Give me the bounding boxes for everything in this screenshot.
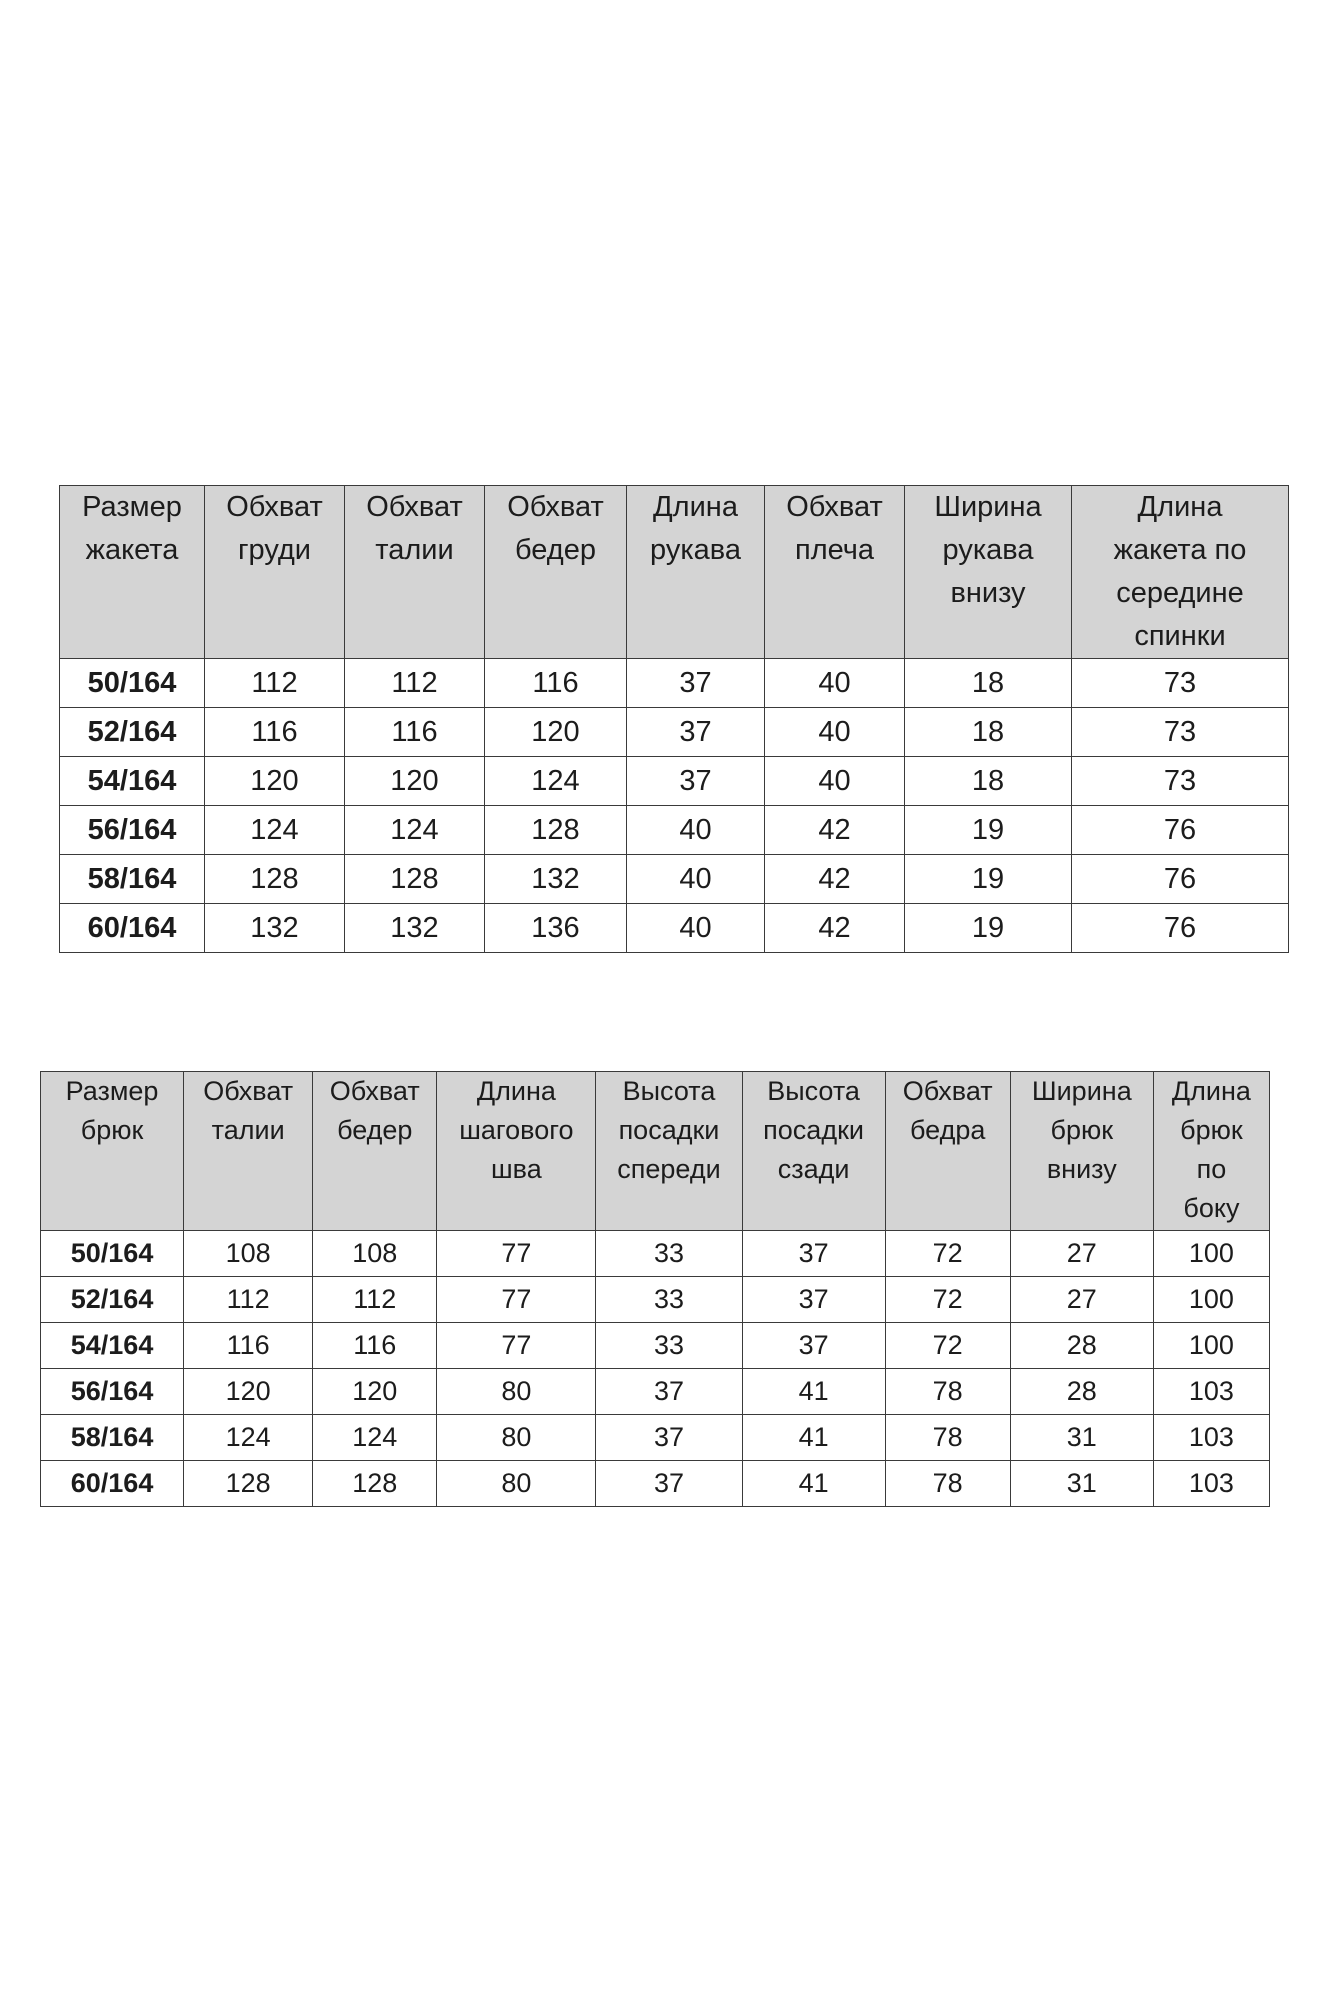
table-cell: 78 xyxy=(885,1415,1010,1461)
table-cell: 120 xyxy=(184,1369,313,1415)
header-cell: Обхват бедер xyxy=(313,1072,437,1231)
header-cell: Обхват талии xyxy=(345,486,485,659)
header-cell: Длина рукава xyxy=(627,486,765,659)
table-cell: 42 xyxy=(765,904,905,953)
header-cell: Ширина рукава внизу xyxy=(905,486,1072,659)
table-cell: 18 xyxy=(905,708,1072,757)
table-cell: 73 xyxy=(1072,708,1289,757)
table-cell: 132 xyxy=(485,855,627,904)
table-cell: 100 xyxy=(1153,1277,1269,1323)
table-cell: 108 xyxy=(184,1231,313,1277)
table-cell: 56/164 xyxy=(41,1369,184,1415)
table-cell: 60/164 xyxy=(41,1461,184,1507)
table-cell: 37 xyxy=(627,708,765,757)
table-cell: 27 xyxy=(1010,1231,1153,1277)
table-cell: 41 xyxy=(742,1461,885,1507)
header-cell: Высота посадки спереди xyxy=(596,1072,742,1231)
table-cell: 103 xyxy=(1153,1461,1269,1507)
table-cell: 124 xyxy=(184,1415,313,1461)
table-cell: 28 xyxy=(1010,1369,1153,1415)
table-cell: 40 xyxy=(765,659,905,708)
table-cell: 128 xyxy=(184,1461,313,1507)
table-cell: 41 xyxy=(742,1369,885,1415)
table-cell: 100 xyxy=(1153,1231,1269,1277)
table-cell: 73 xyxy=(1072,757,1289,806)
table-cell: 40 xyxy=(627,855,765,904)
table-cell: 128 xyxy=(205,855,345,904)
table-cell: 58/164 xyxy=(60,855,205,904)
table-row xyxy=(41,1415,1270,1461)
table-cell: 42 xyxy=(765,806,905,855)
table-cell: 37 xyxy=(596,1369,742,1415)
header-cell: Обхват талии xyxy=(184,1072,313,1231)
table-cell: 128 xyxy=(313,1461,437,1507)
header-cell: Обхват плеча xyxy=(765,486,905,659)
table-row xyxy=(41,1461,1270,1507)
table-cell: 33 xyxy=(596,1323,742,1369)
table-cell: 31 xyxy=(1010,1461,1153,1507)
table-cell: 72 xyxy=(885,1323,1010,1369)
table-cell: 128 xyxy=(345,855,485,904)
table-cell: 37 xyxy=(742,1277,885,1323)
table-cell: 37 xyxy=(627,757,765,806)
table-row xyxy=(60,757,1289,806)
table-cell: 28 xyxy=(1010,1323,1153,1369)
table-cell: 73 xyxy=(1072,659,1289,708)
table-row xyxy=(60,904,1289,953)
table-cell: 56/164 xyxy=(60,806,205,855)
table-cell: 19 xyxy=(905,904,1072,953)
table-cell: 41 xyxy=(742,1415,885,1461)
table-cell: 77 xyxy=(437,1323,596,1369)
table-cell: 120 xyxy=(205,757,345,806)
table-cell: 124 xyxy=(205,806,345,855)
jacket-size-table xyxy=(59,485,1289,953)
table-cell: 120 xyxy=(313,1369,437,1415)
table-row xyxy=(41,1231,1270,1277)
table-row xyxy=(60,855,1289,904)
table-cell: 77 xyxy=(437,1231,596,1277)
table-cell: 72 xyxy=(885,1277,1010,1323)
table-cell: 54/164 xyxy=(41,1323,184,1369)
table-cell: 60/164 xyxy=(60,904,205,953)
table-row xyxy=(60,708,1289,757)
table-cell: 72 xyxy=(885,1231,1010,1277)
table-cell: 58/164 xyxy=(41,1415,184,1461)
table-cell: 128 xyxy=(485,806,627,855)
table-row xyxy=(41,1323,1270,1369)
table-row xyxy=(60,806,1289,855)
table-cell: 19 xyxy=(905,855,1072,904)
table-cell: 80 xyxy=(437,1369,596,1415)
header-cell: Высота посадки сзади xyxy=(742,1072,885,1231)
table-cell: 76 xyxy=(1072,855,1289,904)
table-cell: 112 xyxy=(205,659,345,708)
table-cell: 124 xyxy=(313,1415,437,1461)
table-cell: 33 xyxy=(596,1277,742,1323)
table-header-row xyxy=(60,486,1289,659)
header-cell: Размер жакета xyxy=(60,486,205,659)
table-cell: 103 xyxy=(1153,1415,1269,1461)
table-cell: 37 xyxy=(596,1461,742,1507)
table-cell: 27 xyxy=(1010,1277,1153,1323)
table-cell: 37 xyxy=(596,1415,742,1461)
table-cell: 112 xyxy=(345,659,485,708)
table-cell: 132 xyxy=(205,904,345,953)
header-cell: Обхват груди xyxy=(205,486,345,659)
header-cell: Длина шагового шва xyxy=(437,1072,596,1231)
table-cell: 116 xyxy=(184,1323,313,1369)
table-header-row xyxy=(41,1072,1270,1231)
table-cell: 136 xyxy=(485,904,627,953)
table-cell: 52/164 xyxy=(60,708,205,757)
header-cell: Ширина брюк внизу xyxy=(1010,1072,1153,1231)
header-cell: Длина жакета по середине спинки xyxy=(1072,486,1289,659)
table-cell: 19 xyxy=(905,806,1072,855)
table-cell: 76 xyxy=(1072,904,1289,953)
header-cell: Длина брюк по боку xyxy=(1153,1072,1269,1231)
table-cell: 77 xyxy=(437,1277,596,1323)
table-cell: 100 xyxy=(1153,1323,1269,1369)
table-cell: 50/164 xyxy=(41,1231,184,1277)
table-cell: 37 xyxy=(627,659,765,708)
table-cell: 116 xyxy=(205,708,345,757)
table-cell: 37 xyxy=(742,1323,885,1369)
table-cell: 37 xyxy=(742,1231,885,1277)
table-cell: 120 xyxy=(485,708,627,757)
table-cell: 120 xyxy=(345,757,485,806)
table-cell: 80 xyxy=(437,1461,596,1507)
table-cell: 76 xyxy=(1072,806,1289,855)
table-cell: 33 xyxy=(596,1231,742,1277)
table-cell: 116 xyxy=(345,708,485,757)
table-row xyxy=(41,1369,1270,1415)
header-cell: Обхват бедер xyxy=(485,486,627,659)
table-cell: 116 xyxy=(485,659,627,708)
table-cell: 40 xyxy=(765,757,905,806)
table-cell: 103 xyxy=(1153,1369,1269,1415)
table-cell: 50/164 xyxy=(60,659,205,708)
table-cell: 132 xyxy=(345,904,485,953)
header-cell: Обхват бедра xyxy=(885,1072,1010,1231)
table-cell: 42 xyxy=(765,855,905,904)
table-cell: 31 xyxy=(1010,1415,1153,1461)
trousers-size-table xyxy=(40,1071,1270,1507)
table-cell: 80 xyxy=(437,1415,596,1461)
table-cell: 112 xyxy=(184,1277,313,1323)
table-cell: 108 xyxy=(313,1231,437,1277)
table-row xyxy=(41,1277,1270,1323)
table-cell: 54/164 xyxy=(60,757,205,806)
table-cell: 124 xyxy=(345,806,485,855)
table-cell: 18 xyxy=(905,659,1072,708)
header-cell: Размер брюк xyxy=(41,1072,184,1231)
table-cell: 18 xyxy=(905,757,1072,806)
table-cell: 40 xyxy=(627,904,765,953)
table-cell: 52/164 xyxy=(41,1277,184,1323)
table-row xyxy=(60,659,1289,708)
table-cell: 112 xyxy=(313,1277,437,1323)
table-cell: 124 xyxy=(485,757,627,806)
table-cell: 40 xyxy=(765,708,905,757)
table-cell: 116 xyxy=(313,1323,437,1369)
table-cell: 78 xyxy=(885,1461,1010,1507)
table-cell: 78 xyxy=(885,1369,1010,1415)
table-cell: 40 xyxy=(627,806,765,855)
